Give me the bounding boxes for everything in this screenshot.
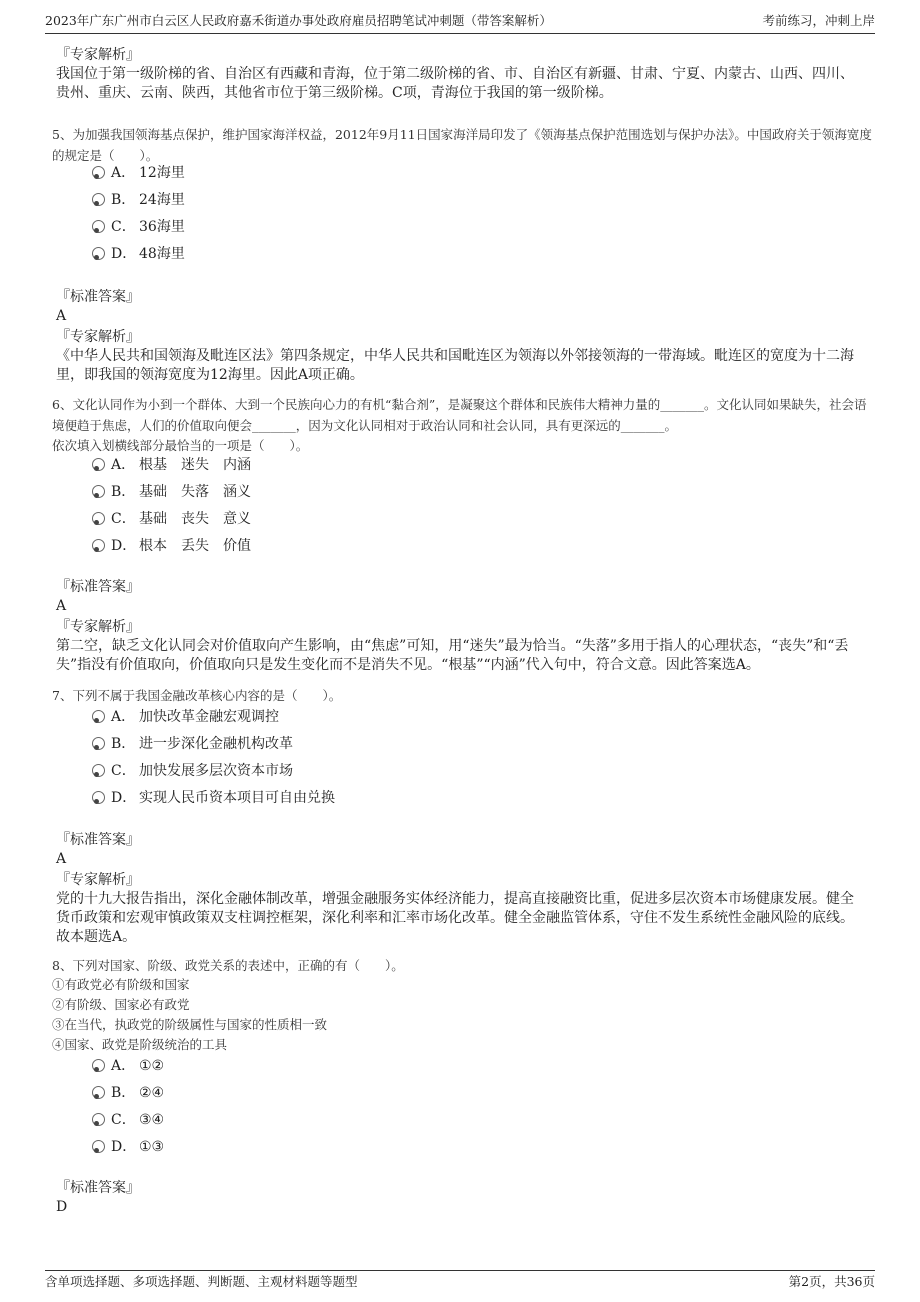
q7-option-a[interactable]: A． 加快改革金融宏观调控	[92, 706, 279, 728]
radio-icon[interactable]	[92, 1086, 105, 1099]
statement-item: ④国家、政党是阶级统治的工具	[52, 1037, 228, 1052]
q8-option-a[interactable]: A． ①②	[92, 1055, 164, 1077]
statement-item: ③在当代，执政党的阶级属性与国家的性质相一致	[52, 1017, 328, 1032]
q6-option-a[interactable]: A． 根基 迷失 内涵	[92, 454, 251, 476]
q6-option-b[interactable]: B． 基础 失落 涵义	[92, 481, 251, 503]
question-8-statements	[52, 975, 872, 1055]
standard-answer-label: 『标准答案』	[56, 832, 140, 848]
q7-answer-block	[56, 831, 862, 947]
standard-answer: D	[56, 1199, 68, 1215]
radio-icon[interactable]	[92, 193, 105, 206]
q7-option-c[interactable]: C． 加快发展多层次资本市场	[92, 760, 293, 782]
expert-label: 『专家解析』	[56, 619, 140, 635]
radio-icon[interactable]	[92, 247, 105, 260]
q8-answer-block	[56, 1179, 862, 1217]
statement-item: ②有阶级、国家必有政党	[52, 997, 190, 1012]
radio-icon[interactable]	[92, 764, 105, 777]
explanation-text: 我国位于第一级阶梯的省、自治区有西藏和青海，位于第二级阶梯的省、市、自治区有新疆、甘肃、宁夏、内蒙古、山西、四川、贵州、重庆、云南、陕西，其他省市位于第三级阶梯。C项，青海位于我国的第一级阶梯。	[56, 66, 854, 101]
radio-icon[interactable]	[92, 220, 105, 233]
explanation-text: 第二空，缺乏文化认同会对价值取向产生影响，由“焦虑”可知，用“迷失”最为恰当。“失落”多用于指人的心理状态，“丧失”和“丢失”指没有价值取向，价值取向只是发生变化而不是消失不见。“根基”“内涵”代入句中，符合文意。因此答案选A。	[56, 638, 849, 673]
radio-icon[interactable]	[92, 1140, 105, 1153]
q6-answer-block	[56, 578, 862, 675]
explanation-text: 《中华人民共和国领海及毗连区法》第四条规定，中华人民共和国毗连区为领海以外邻接领海的一带海域。毗连区的宽度为十二海里，即我国的领海宽度为12海里。因此A项正确。	[56, 348, 854, 383]
radio-icon[interactable]	[92, 1059, 105, 1072]
standard-answer: A	[56, 308, 67, 324]
q8-option-c[interactable]: C． ③④	[92, 1109, 164, 1131]
q8-option-b[interactable]: B． ②④	[92, 1082, 164, 1104]
footer-question-types: 含单项选择题、多项选择题、判断题、主观材料题等题型	[45, 1274, 358, 1289]
radio-icon[interactable]	[92, 710, 105, 723]
radio-icon[interactable]	[92, 458, 105, 471]
question-5-text: 5、为加强我国领海基点保护，维护国家海洋权益，2012年9月11日国家海洋局印发了《领海基点保护范围选划与保护办法》。中国政府关于领海宽度的规定是（ ）。	[52, 127, 872, 163]
explanation-text: 党的十九大报告指出，深化金融体制改革，增强金融服务实体经济能力，提高直接融资比重，促进多层次资本市场健康发展。健全货币政策和宏观审慎政策双支柱调控框架，深化利率和汇率市场化改革。健全金融监管体系，守住不发生系统性金融风险的底线。故本题选A。	[56, 891, 854, 945]
q6-option-d[interactable]: D． 根本 丢失 价值	[92, 535, 251, 557]
q6-option-c[interactable]: C． 基础 丧失 意义	[92, 508, 251, 530]
question-7-text: 7、下列不属于我国金融改革核心内容的是（ ）。	[52, 688, 342, 703]
statement-item: ①有政党必有阶级和国家	[52, 977, 190, 992]
standard-answer-label: 『标准答案』	[56, 289, 140, 305]
radio-icon[interactable]	[92, 539, 105, 552]
prev-explanation-block	[56, 46, 862, 103]
standard-answer-label: 『标准答案』	[56, 579, 140, 595]
radio-icon[interactable]	[92, 512, 105, 525]
radio-icon[interactable]	[92, 737, 105, 750]
q5-option-c[interactable]: C． 36海里	[92, 216, 185, 238]
expert-label: 『专家解析』	[56, 872, 140, 888]
q5-option-d[interactable]: D． 48海里	[92, 243, 185, 265]
expert-label: 『专家解析』	[56, 47, 140, 63]
q5-option-a[interactable]: A． 12海里	[92, 162, 185, 184]
standard-answer: A	[56, 598, 67, 614]
document-title: 2023年广东广州市白云区人民政府嘉禾街道办事处政府雇员招聘笔试冲刺题（带答案解析）	[45, 13, 552, 28]
page-number: 第2页，共36页	[788, 1274, 875, 1289]
question-6-instruction: 依次填入划横线部分最恰当的一项是（ ）。	[52, 438, 309, 453]
radio-icon[interactable]	[92, 166, 105, 179]
q5-answer-block	[56, 288, 862, 385]
page-header	[45, 10, 875, 34]
page-footer	[45, 1270, 875, 1292]
radio-icon[interactable]	[92, 791, 105, 804]
standard-answer-label: 『标准答案』	[56, 1180, 140, 1196]
expert-label: 『专家解析』	[56, 329, 140, 345]
q5-option-b[interactable]: B． 24海里	[92, 189, 185, 211]
radio-icon[interactable]	[92, 1113, 105, 1126]
q7-option-d[interactable]: D． 实现人民币资本项目可自由兑换	[92, 787, 335, 809]
header-slogan: 考前练习，冲刺上岸	[762, 13, 875, 28]
q8-option-d[interactable]: D． ①③	[92, 1136, 164, 1158]
question-8-text: 8、下列对国家、阶级、政党关系的表述中，正确的有（ ）。	[52, 958, 404, 973]
standard-answer: A	[56, 851, 67, 867]
question-6-text: 6、文化认同作为小到一个群体、大到一个民族向心力的有机“黏合剂”，是凝聚这个群体和民族伟大精神力量的_______。文化认同如果缺失，社会语境便趋于焦虑，人们的价值取向便会_______，因为文化认同相对于政治认同和社会认同，具有更深远的_______。 依次填入划横线部分最恰当的一项是（ ）。	[52, 394, 872, 456]
q7-option-b[interactable]: B． 进一步深化金融机构改革	[92, 733, 293, 755]
radio-icon[interactable]	[92, 485, 105, 498]
